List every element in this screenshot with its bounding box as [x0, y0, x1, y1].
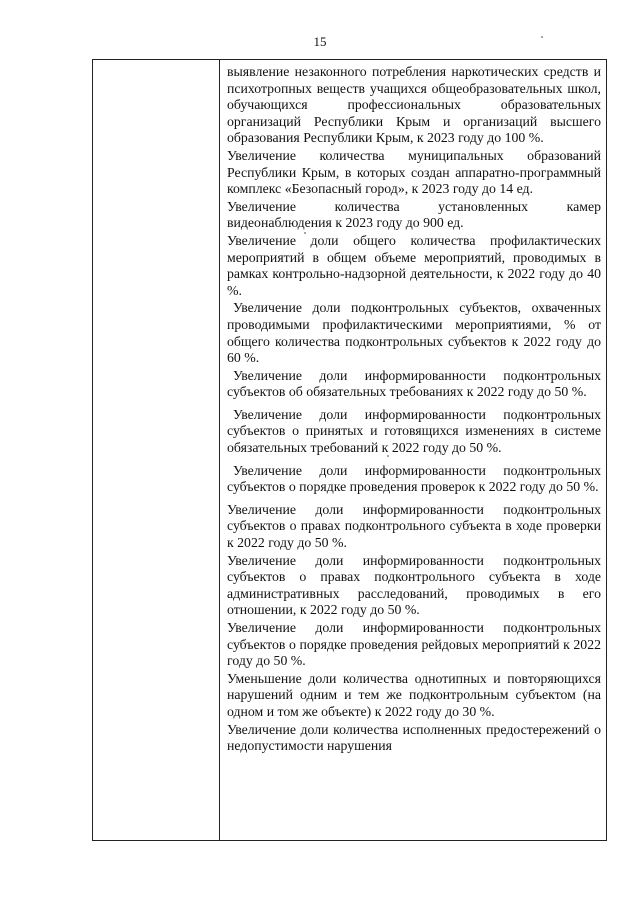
indicator-paragraph: Уменьшение доли количества однотипных и повторяющихся нарушений одним и тем же подконтрольным субъектом (на одном и том же объекте) к 2022 году до 30 %. [227, 670, 601, 719]
indicator-paragraph: Увеличение количества муниципальных образований Республики Крым, в которых создан аппаратно-программный комплекс «Безопасный город», к 2023 году до 14 ед. [227, 147, 601, 197]
indicator-paragraph: Увеличение доли количества исполненных предостережений о недопустимости нарушения [227, 721, 601, 754]
indicator-paragraph: Увеличение доли информированности подконтрольных субъектов о порядке проведения рейдовых мероприятий к 2022 году до 50 %. [227, 620, 601, 669]
indicator-paragraph: Увеличение доли информированности подконтрольных субъектов о принятых и готовящихся изменениях в системе обязательных требований к 2022 году до 50 %. [227, 406, 601, 456]
indicator-paragraph: Увеличение количества установленных камер видеонаблюдения к 2023 году до 900 ед. [227, 198, 601, 231]
page-number: 15 [313, 34, 327, 49]
indicator-paragraph: Увеличение доли информированности подконтрольных субъектов о порядке проведения проверок к 2022 году до 50 %. [227, 462, 601, 495]
document-table [92, 59, 607, 841]
column-divider [219, 60, 220, 840]
indicator-paragraph: Увеличение доли информированности подконтрольных субъектов об обязательных требованиях к 2022 году до 50 %. [227, 367, 601, 400]
indicator-paragraph: Увеличение доли информированности подконтрольных субъектов о правах подконтрольного субъекта в ходе административных расследований, проводимых в его отношении, к 2022 году до 50 %. [227, 552, 601, 618]
scan-speck [541, 36, 543, 38]
table-right-cell [227, 64, 601, 756]
table-left-cell [93, 60, 219, 840]
indicator-paragraph: Увеличение доли информированности подконтрольных субъектов о правах подконтрольного субъекта в ходе проверки к 2022 году до 50 %. [227, 501, 601, 551]
indicator-paragraph: Увеличение доли подконтрольных субъектов, охваченных проводимыми профилактическими мероприятиями, % от общего количества подконтрольных субъектов к 2022 году до 60 %. [227, 300, 601, 366]
indicator-paragraph: выявление незаконного потребления наркотических средств и психотропных веществ учащихся общеобразовательных школ, обучающихся профессиональных образовательных организаций Республики Крым и организаций высшего образования Республики Крым, к 2023 году до 100 %. [227, 64, 601, 146]
indicator-paragraph: Увеличение доли общего количества профилактических мероприятий в общем объеме мероприятий, проводимых в рамках контрольно-надзорной деятельности, к 2022 году до 40 %. [227, 232, 601, 298]
